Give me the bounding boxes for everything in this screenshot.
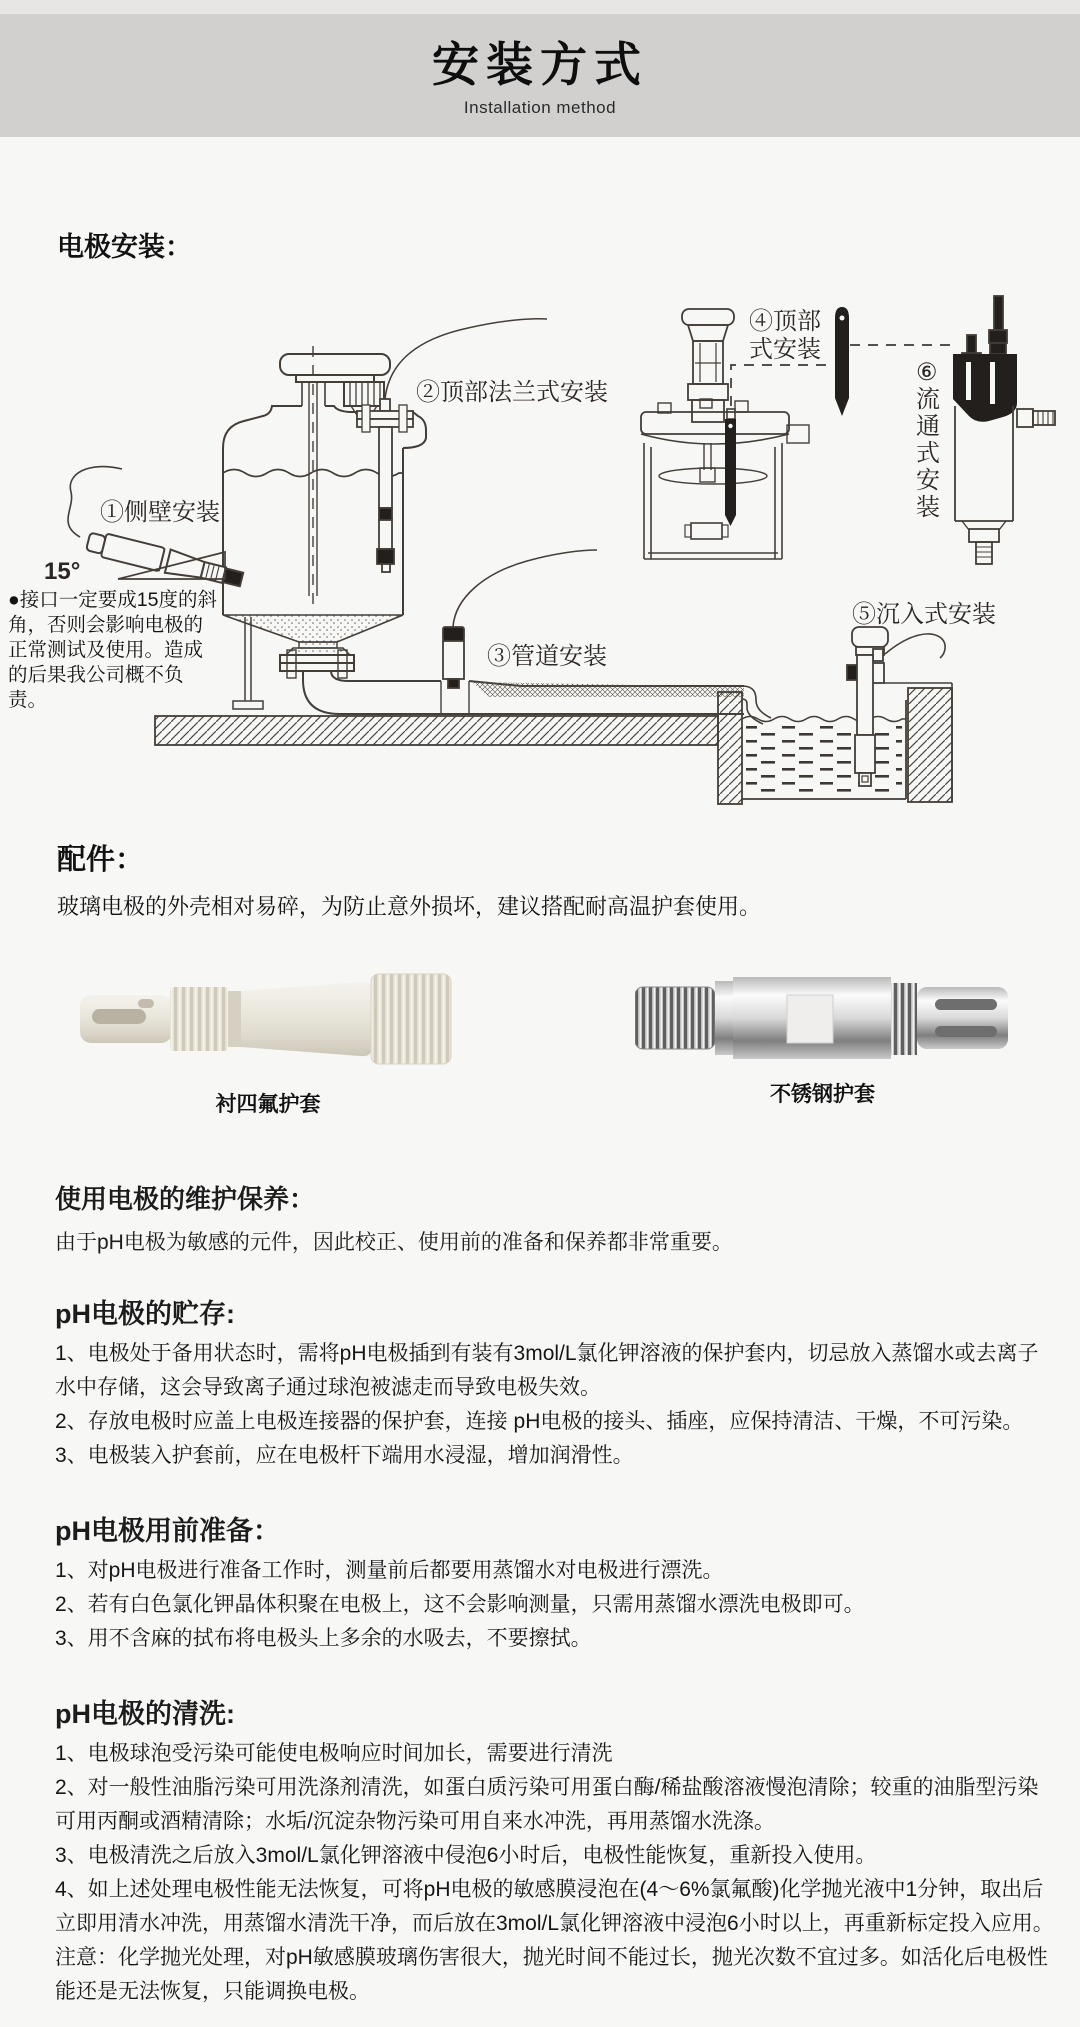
list-item: 3、用不含麻的拭布将电极头上多余的水吸去，不要擦拭。 bbox=[55, 1627, 592, 1650]
list-item: 1、电极处于备用状态时，需将pH电极插到有装有3mol/L氯化钾溶液的保护套内，切忌放入蒸馏水或去离子水中存储，这会导致离子通过球泡被滤走而导致电极失效。 bbox=[55, 1342, 1039, 1399]
maintenance-intro: 由于pH电极为敏感的元件，因此校正、使用前的准备和保养都非常重要。 bbox=[55, 1231, 733, 1254]
electrode-install-section bbox=[0, 225, 1080, 817]
page-subtitle: Installation method bbox=[463, 98, 617, 117]
installation-diagram bbox=[0, 272, 1080, 817]
label-top-mount-1: ④顶部 bbox=[749, 308, 821, 335]
preparation-list bbox=[55, 1554, 1054, 1656]
label-pipeline: ③管道安装 bbox=[487, 643, 607, 670]
list-item: 2、对一般性油脂污染可用洗涤剂清洗，如蛋白质污染可用蛋白酶/稀盐酸溶液慢泡清除；较重的油脂型污染可用丙酮或酒精清除；水垢/沉淀杂物污染可用自来水冲洗，再用蒸馏水洗涤。 bbox=[55, 1776, 1039, 1833]
list-item: 3、电极装入护套前，应在电极杆下端用水浸湿，增加润滑性。 bbox=[55, 1444, 634, 1467]
label-side-wall: ①侧壁安装 bbox=[100, 499, 220, 526]
top-mount-electrode bbox=[725, 409, 736, 526]
floor-and-pit bbox=[155, 683, 952, 804]
ptfe-sheath-label: 衬四氟护套 bbox=[215, 1093, 321, 1116]
cleaning-list bbox=[55, 1737, 1054, 2009]
electrode-install-heading: 电极安装： bbox=[57, 232, 192, 262]
side-wall-electrode bbox=[68, 467, 244, 592]
accessories-section bbox=[0, 837, 1080, 1149]
list-item: 1、对pH电极进行准备工作时，测量前后都要用蒸馏水对电极进行漂洗。 bbox=[55, 1559, 724, 1582]
list-item: 2、存放电极时应盖上电极连接器的保护套，连接 pH电极的接头、插座，应保持清洁、干燥，不可污染。 bbox=[55, 1410, 1024, 1433]
top-flange-electrode bbox=[357, 319, 547, 572]
page-header bbox=[0, 14, 1080, 137]
label-top-mount-2: 式安装 bbox=[749, 336, 821, 363]
accessories-products bbox=[0, 961, 1080, 1149]
storage-heading: pH电极的贮存: bbox=[55, 1299, 235, 1329]
accessories-heading: 配件： bbox=[57, 844, 145, 876]
page-title: 安装方式 bbox=[432, 38, 648, 91]
maintenance-section bbox=[55, 1179, 1054, 2009]
preparation-subsection bbox=[55, 1509, 1054, 1656]
label-immersion: ⑤沉入式安装 bbox=[852, 601, 996, 628]
flow-through-cell bbox=[953, 296, 1055, 564]
installation-diagram-art bbox=[0, 272, 1080, 817]
storage-subsection bbox=[55, 1292, 1054, 1473]
label-top-flange: ②顶部法兰式安装 bbox=[416, 379, 608, 406]
preparation-heading: pH电极用前准备： bbox=[55, 1516, 280, 1546]
top-strip bbox=[0, 0, 1080, 14]
diagram-note: ●接口一定要成15度的斜角，否则会影响电极的正常测试及使用。造成的后果我公司概不负责。 bbox=[8, 589, 217, 711]
cleaning-heading: pH电极的清洗: bbox=[55, 1699, 235, 1729]
accessories-description: 玻璃电极的外壳相对易碎，为防止意外损坏，建议搭配耐高温护套使用。 bbox=[57, 894, 762, 919]
label-angle: 15° bbox=[44, 558, 81, 585]
maintenance-heading: 使用电极的维护保养： bbox=[55, 1184, 316, 1214]
ptfe-sheath-image bbox=[78, 961, 458, 1073]
electrode-glyph bbox=[835, 307, 849, 416]
list-item: 注意：化学抛光处理，对pH敏感膜玻璃伤害很大，抛光时间不能过长，抛光次数不宜过多。如活化后电极性能还是无法恢复，只能调换电极。 bbox=[55, 1946, 1048, 2003]
list-item: 3、电极清洗之后放入3mol/L氯化钾溶液中侵泡6小时后，电极性能恢复，重新投入使用。 bbox=[55, 1844, 877, 1867]
steel-sheath-figure bbox=[635, 971, 1010, 1108]
list-item: 2、若有白色氯化钾晶体积聚在电极上，这不会影响测量，只需用蒸馏水漂洗电极即可。 bbox=[55, 1593, 865, 1616]
list-item: 4、如上述处理电极性能无法恢复，可将pH电极的敏感膜浸泡在(4～6%氯氟酸)化学抛光液中1分钟，取出后立即用清水冲洗，用蒸馏水清洗干净，而后放在3mol/L氯化钾溶液中浸泡6小时以上，再重新标定投入应用。 bbox=[55, 1878, 1054, 1935]
steel-sheath-image bbox=[635, 971, 1010, 1063]
list-item: 1、电极球泡受污染可能使电极响应时间加长，需要进行清洗 bbox=[55, 1742, 613, 1765]
label-flow-through: ⑥ 流通式安装 bbox=[916, 359, 940, 521]
storage-list bbox=[55, 1337, 1054, 1473]
ptfe-sheath-figure bbox=[78, 961, 458, 1118]
steel-sheath-label: 不锈钢护套 bbox=[770, 1083, 875, 1106]
cleaning-subsection bbox=[55, 1692, 1054, 2009]
